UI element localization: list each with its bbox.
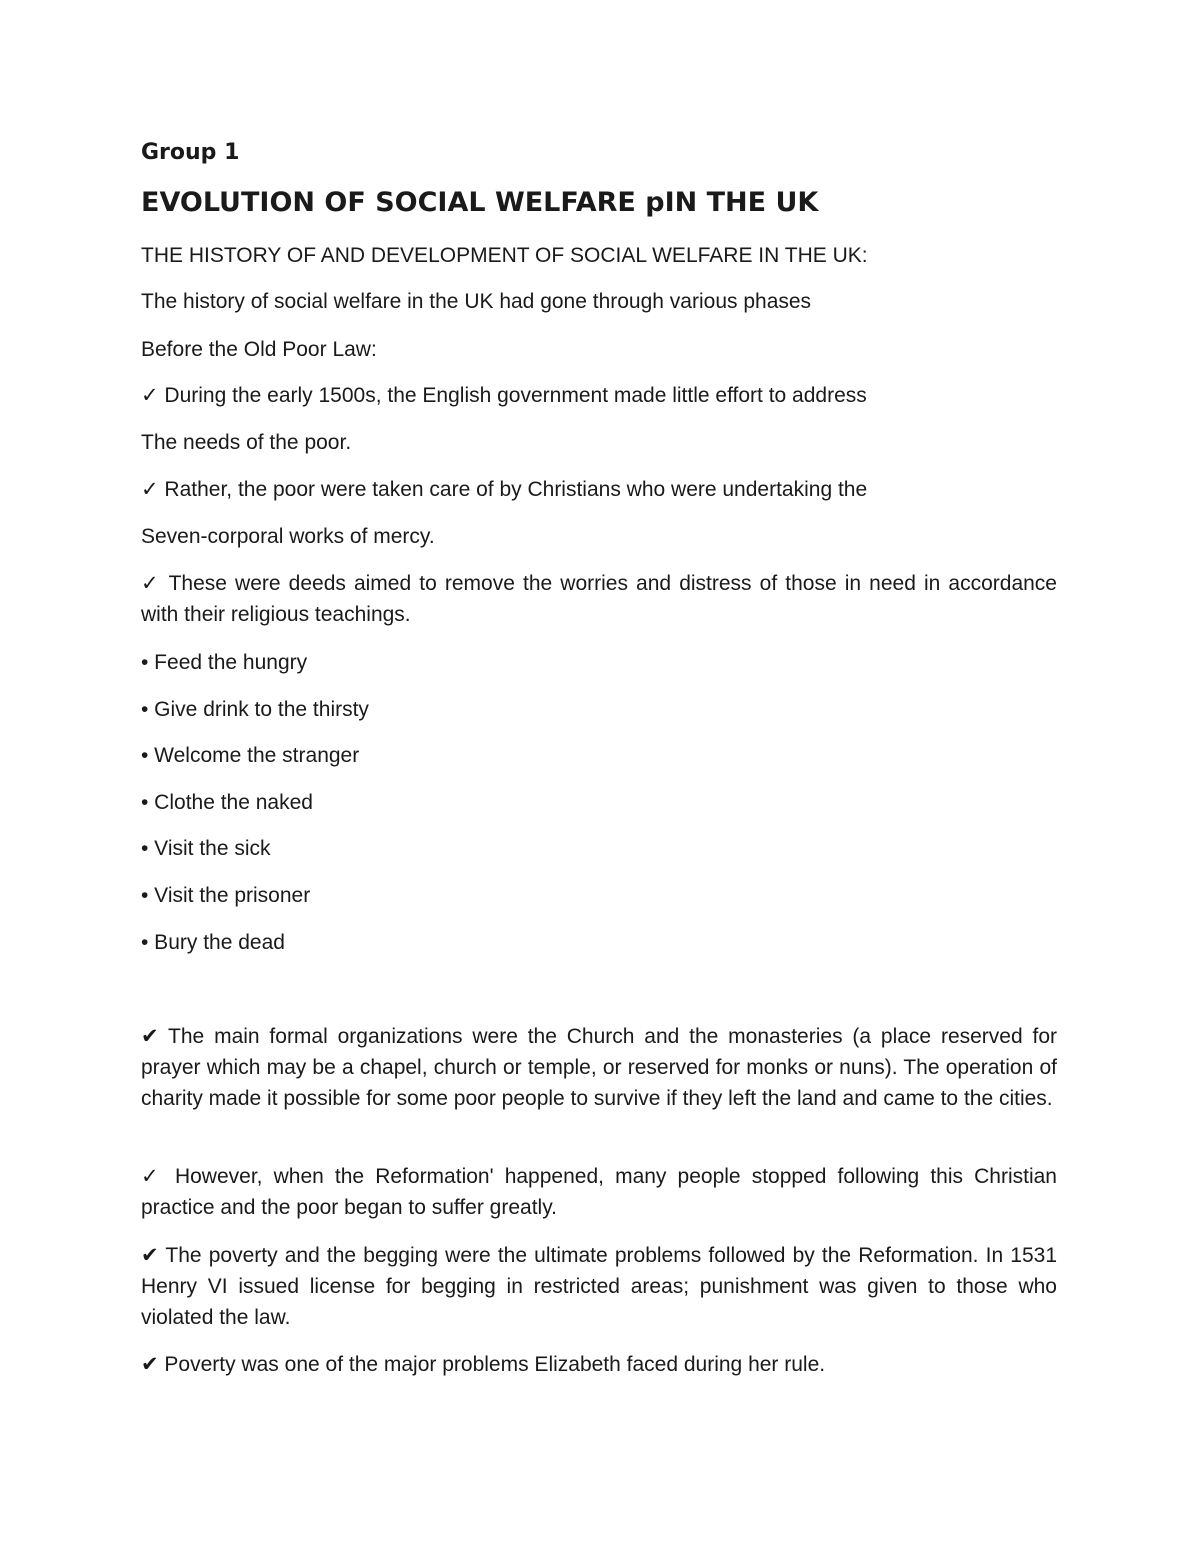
mercy-list-item: • Bury the dead: [141, 931, 285, 954]
point-4-paragraph: ✔ The main formal organizations were the Church and the monasteries (a place reserved for prayer which may be a chapel, church or temple, or reserved for monks or nuns). The operation of charity made it possible for some poor people to survive if they left the land and came to the cities.: [141, 1025, 1057, 1110]
mercy-list-item: • Clothe the naked: [141, 791, 313, 814]
mercy-list-item: • Give drink to the thirsty: [141, 698, 369, 721]
point-5-paragraph: ✓ However, when the Reformation' happened, many people stopped following this Christian practice and the poor began to suffer greatly.: [141, 1165, 1057, 1219]
point-6-paragraph: ✔ The poverty and the begging were the ultimate problems followed by the Reformation. In 1531 Henry VI issued license for begging in restricted areas; punishment was given to those who violated the law.: [141, 1244, 1057, 1329]
mercy-list-item: • Welcome the stranger: [141, 744, 360, 767]
intro-text: The history of social welfare in the UK had gone through various phases: [141, 290, 812, 313]
point-2-line-1: ✓ Rather, the poor were taken care of by Christians who were undertaking the: [141, 478, 868, 501]
mercy-list-item: • Visit the sick: [141, 837, 271, 860]
mercy-list-item: • Feed the hungry: [141, 651, 308, 674]
subtitle: THE HISTORY OF AND DEVELOPMENT OF SOCIAL WELFARE IN THE UK:: [141, 244, 868, 267]
point-7-line: ✔ Poverty was one of the major problems Elizabeth faced during her rule.: [141, 1353, 826, 1376]
point-1-line-2: The needs of the poor.: [141, 431, 352, 454]
document-title: EVOLUTION OF SOCIAL WELFARE pIN THE UK: [141, 187, 819, 218]
section-heading: Before the Old Poor Law:: [141, 338, 377, 361]
group-label: Group 1: [141, 140, 240, 165]
point-1-line-1: ✓ During the early 1500s, the English government made little effort to address: [141, 384, 867, 407]
mercy-list-item: • Visit the prisoner: [141, 884, 311, 907]
point-2-line-2: Seven-corporal works of mercy.: [141, 525, 435, 548]
point-3-paragraph: ✓ These were deeds aimed to remove the worries and distress of those in need in accordance with their religious teachings.: [141, 572, 1057, 626]
